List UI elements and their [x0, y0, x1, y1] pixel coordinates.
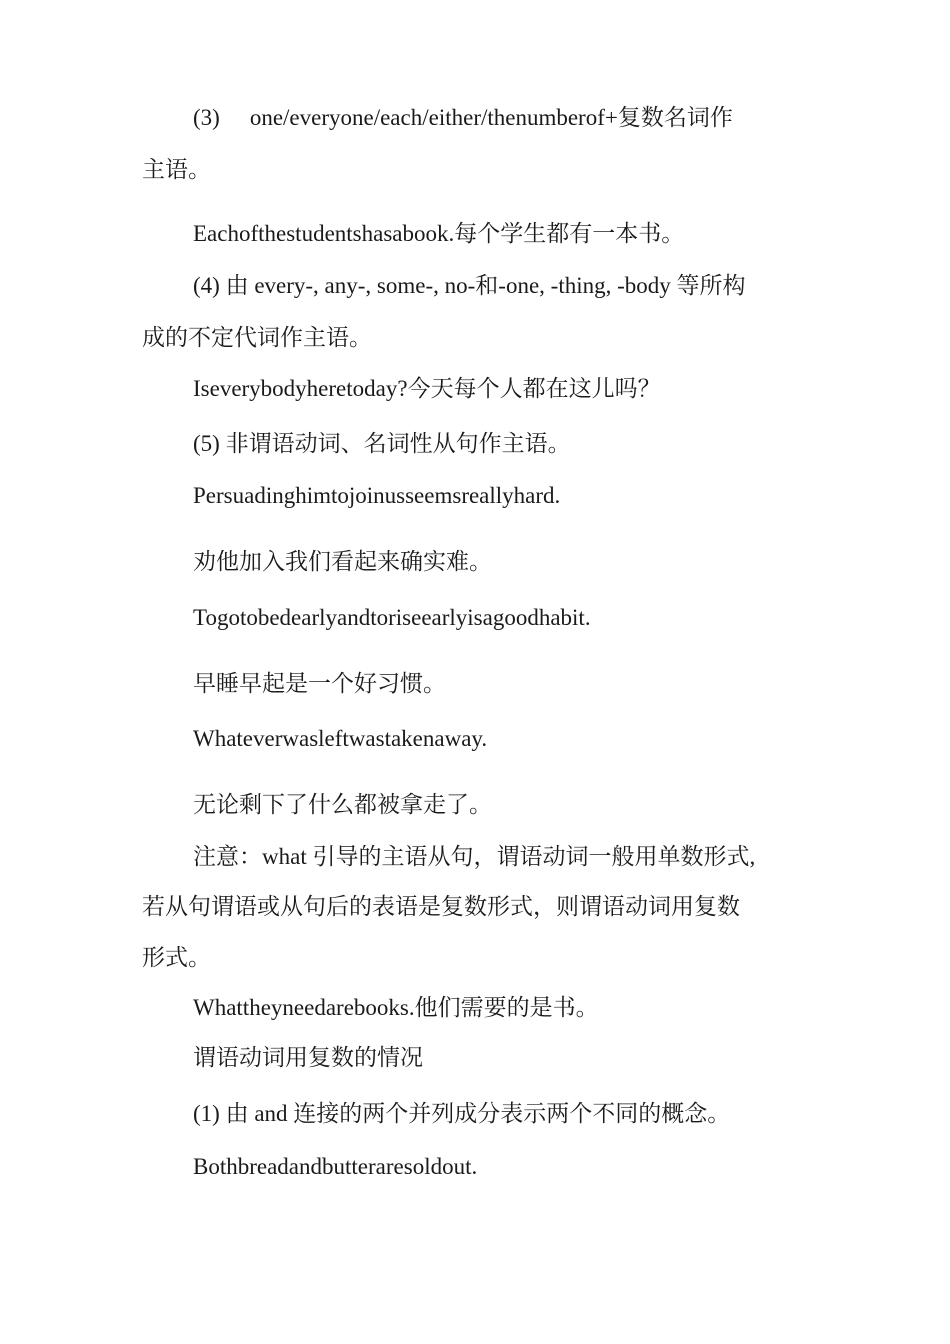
paragraph-rule-4: (4) 由 every-, any-, some-, no-和-one, -thing, -body 等所构: [193, 273, 746, 298]
example-translation: 无论剩下了什么都被拿走了。: [193, 792, 492, 817]
paragraph-continuation: 形式。: [142, 945, 211, 970]
rule-text: one/everyone/each/either/thenumberof+复数名词作: [249, 105, 733, 130]
example-sentence: Iseverybodyheretoday?今天每个人都在这儿吗？: [193, 376, 661, 401]
paragraph-rule-5: (5) 非谓语动词、名词性从句作主语。: [193, 431, 571, 456]
paragraph-continuation: 主语。: [142, 157, 211, 182]
section-heading: 谓语动词用复数的情况: [193, 1045, 423, 1070]
example-translation: 早睡早起是一个好习惯。: [193, 671, 446, 696]
paragraph-rule-1: (1) 由 and 连接的两个并列成分表示两个不同的概念。: [193, 1101, 731, 1126]
example-sentence: Whateverwasleftwastakenaway.: [193, 726, 488, 751]
example-sentence: Eachofthestudentshasabook.每个学生都有一本书。: [193, 221, 685, 246]
paragraph-continuation: 若从句谓语或从句后的表语是复数形式，则谓语动词用复数: [142, 894, 740, 919]
rule-number: (3): [193, 105, 220, 130]
paragraph-continuation: 成的不定代词作主语。: [142, 325, 372, 350]
example-sentence: Whattheyneedarebooks.他们需要的是书。: [193, 995, 599, 1020]
example-sentence: Persuadinghimtojoinusseemsreallyhard.: [193, 483, 561, 508]
example-sentence: Togotobedearlyandtoriseearlyisagoodhabit.: [193, 605, 591, 630]
paragraph-rule-3: [193, 105, 733, 131]
note-paragraph: 注意：what 引导的主语从句，谓语动词一般用单数形式,: [193, 844, 756, 869]
example-sentence: Bothbreadandbutteraresoldout.: [193, 1154, 478, 1179]
example-translation: 劝他加入我们看起来确实难。: [193, 549, 492, 574]
